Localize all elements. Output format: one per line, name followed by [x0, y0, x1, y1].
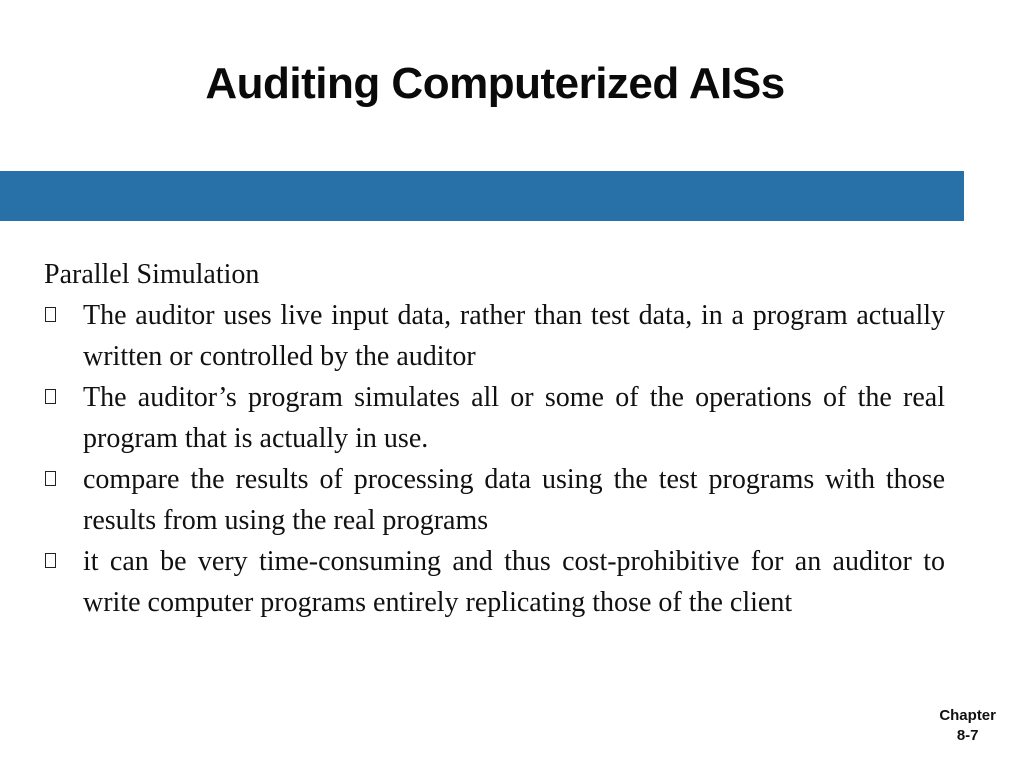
slide-body: [44, 254, 945, 623]
section-heading: Parallel Simulation: [44, 259, 260, 290]
bullet-text: it can be very time-consuming and thus cost-prohibitive for an auditor to write computer programs entirely replicating those of the client: [83, 546, 945, 618]
bullet-item: [44, 459, 945, 541]
slide-title: Auditing Computerized AISs: [205, 59, 785, 108]
title-divider-band: [0, 171, 964, 221]
bullet-text: The auditor’s program simulates all or some of the operations of the real program that is actually in use.: [83, 382, 945, 454]
bullet-square-icon: [45, 471, 56, 486]
bullet-item: [44, 541, 945, 623]
page-number: 8-7: [956, 727, 979, 744]
bullet-square-icon: [45, 553, 56, 568]
bullet-list: [44, 295, 945, 623]
slide-footer: [939, 706, 996, 746]
bullet-square-icon: [45, 389, 56, 404]
bullet-item: [44, 295, 945, 377]
bullet-text: The auditor uses live input data, rather than test data, in a program actually written or controlled by the auditor: [83, 300, 945, 372]
bullet-item: [44, 377, 945, 459]
bullet-text: compare the results of processing data using the test programs with those results from using the real programs: [83, 464, 945, 536]
bullet-square-icon: [45, 307, 56, 322]
chapter-label: Chapter: [939, 707, 996, 724]
